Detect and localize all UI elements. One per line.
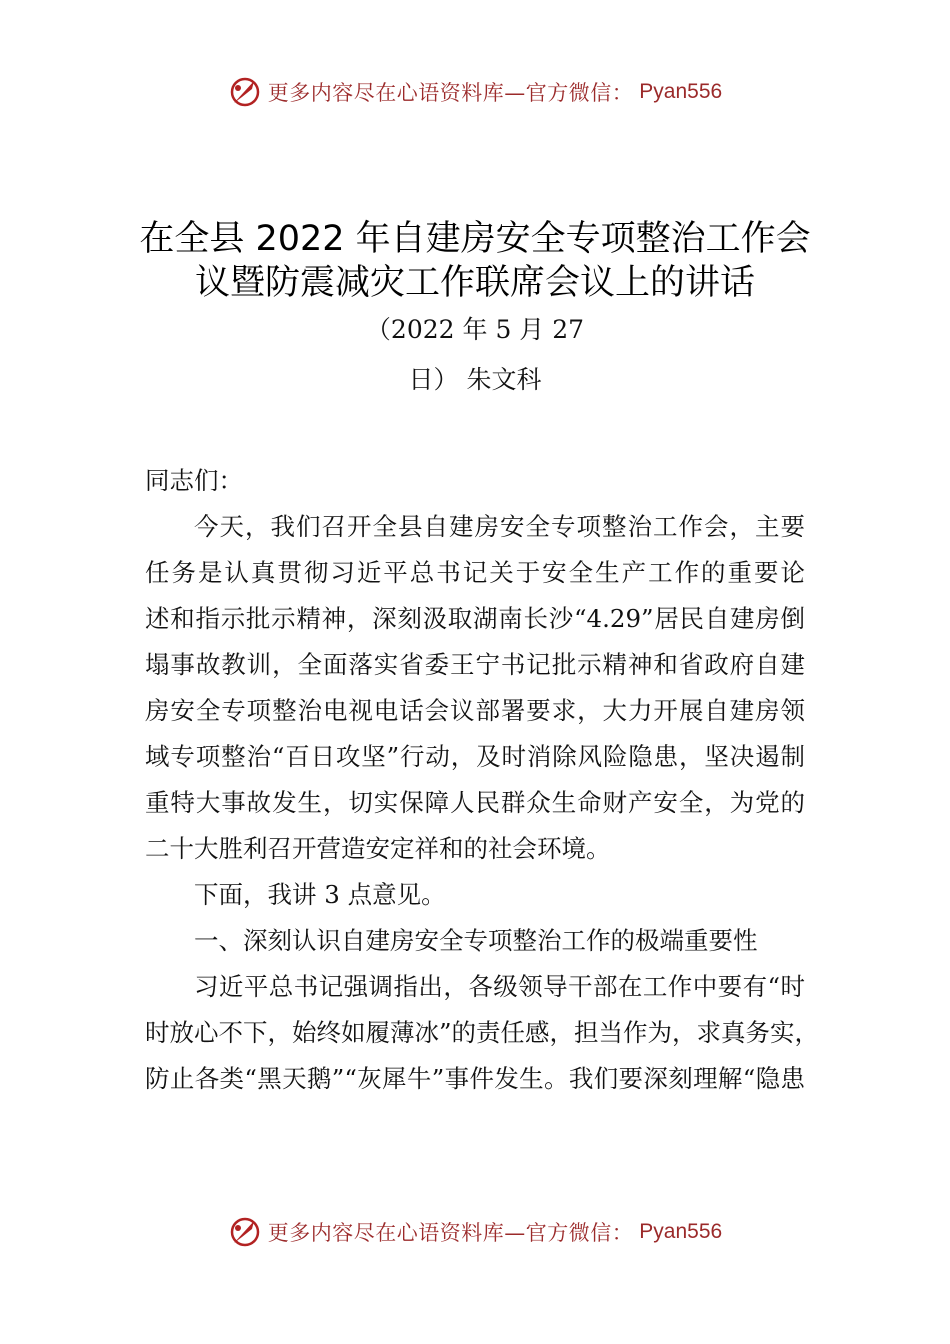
body-line: 今天，我们召开全县自建房安全专项整治工作会，主要 — [194, 512, 805, 541]
wechat-id: Pyan556 — [639, 1220, 723, 1243]
body-line: 房安全专项整治电视电话会议部署要求，大力开展自建房领 — [145, 696, 805, 725]
date-line-2: 日） 朱文科 — [408, 365, 542, 394]
salutation: 同志们： — [145, 466, 243, 495]
section-heading: 一、深刻认识自建房安全专项整治工作的极端重要性 — [194, 926, 758, 955]
watermark-banner-bottom — [0, 1212, 950, 1252]
title-line-2: 议暨防震减灾工作联席会议上的讲话 — [194, 263, 755, 303]
document-title — [100, 217, 850, 305]
body-line: 时放心不下，始终如履薄冰”的责任感，担当作为，求真务实， — [145, 1018, 820, 1047]
watermark-banner-top — [0, 72, 950, 112]
body-line: 防止各类“黑天鹅”“灰犀牛”事件发生。我们要深刻理解“隐患 — [145, 1064, 805, 1093]
title-line-1: 在全县 2022 年自建房安全专项整治工作会 — [139, 219, 811, 259]
date-line-1: （2022 年 5 月 27 — [365, 315, 585, 344]
body-line: 述和指示批示精神，深刻汲取湖南长沙“4.29”居民自建房倒 — [145, 604, 805, 633]
body-line: 习近平总书记强调指出，各级领导干部在工作中要有“时 — [194, 972, 805, 1001]
body-line: 塌事故教训，全面落实省委王宁书记批示精神和省政府自建 — [145, 650, 805, 679]
wechat-id: Pyan556 — [639, 80, 723, 103]
body-line: 任务是认真贯彻习近平总书记关于安全生产工作的重要论 — [145, 558, 805, 587]
body-line: 域专项整治“百日攻坚”行动，及时消除风险隐患，坚决遏制 — [145, 742, 805, 771]
watermark-text: 更多内容尽在心语资料库—官方微信： — [267, 1221, 634, 1245]
quill-logo-icon — [228, 75, 262, 109]
body-line: 重特大事故发生，切实保障人民群众生命财产安全，为党的 — [145, 788, 805, 817]
quill-logo-icon — [228, 1215, 262, 1249]
body-line: 二十大胜利召开营造安定祥和的社会环境。 — [145, 834, 611, 863]
body-line: 下面，我讲 3 点意见。 — [194, 880, 446, 909]
watermark-text: 更多内容尽在心语资料库—官方微信： — [267, 81, 634, 105]
